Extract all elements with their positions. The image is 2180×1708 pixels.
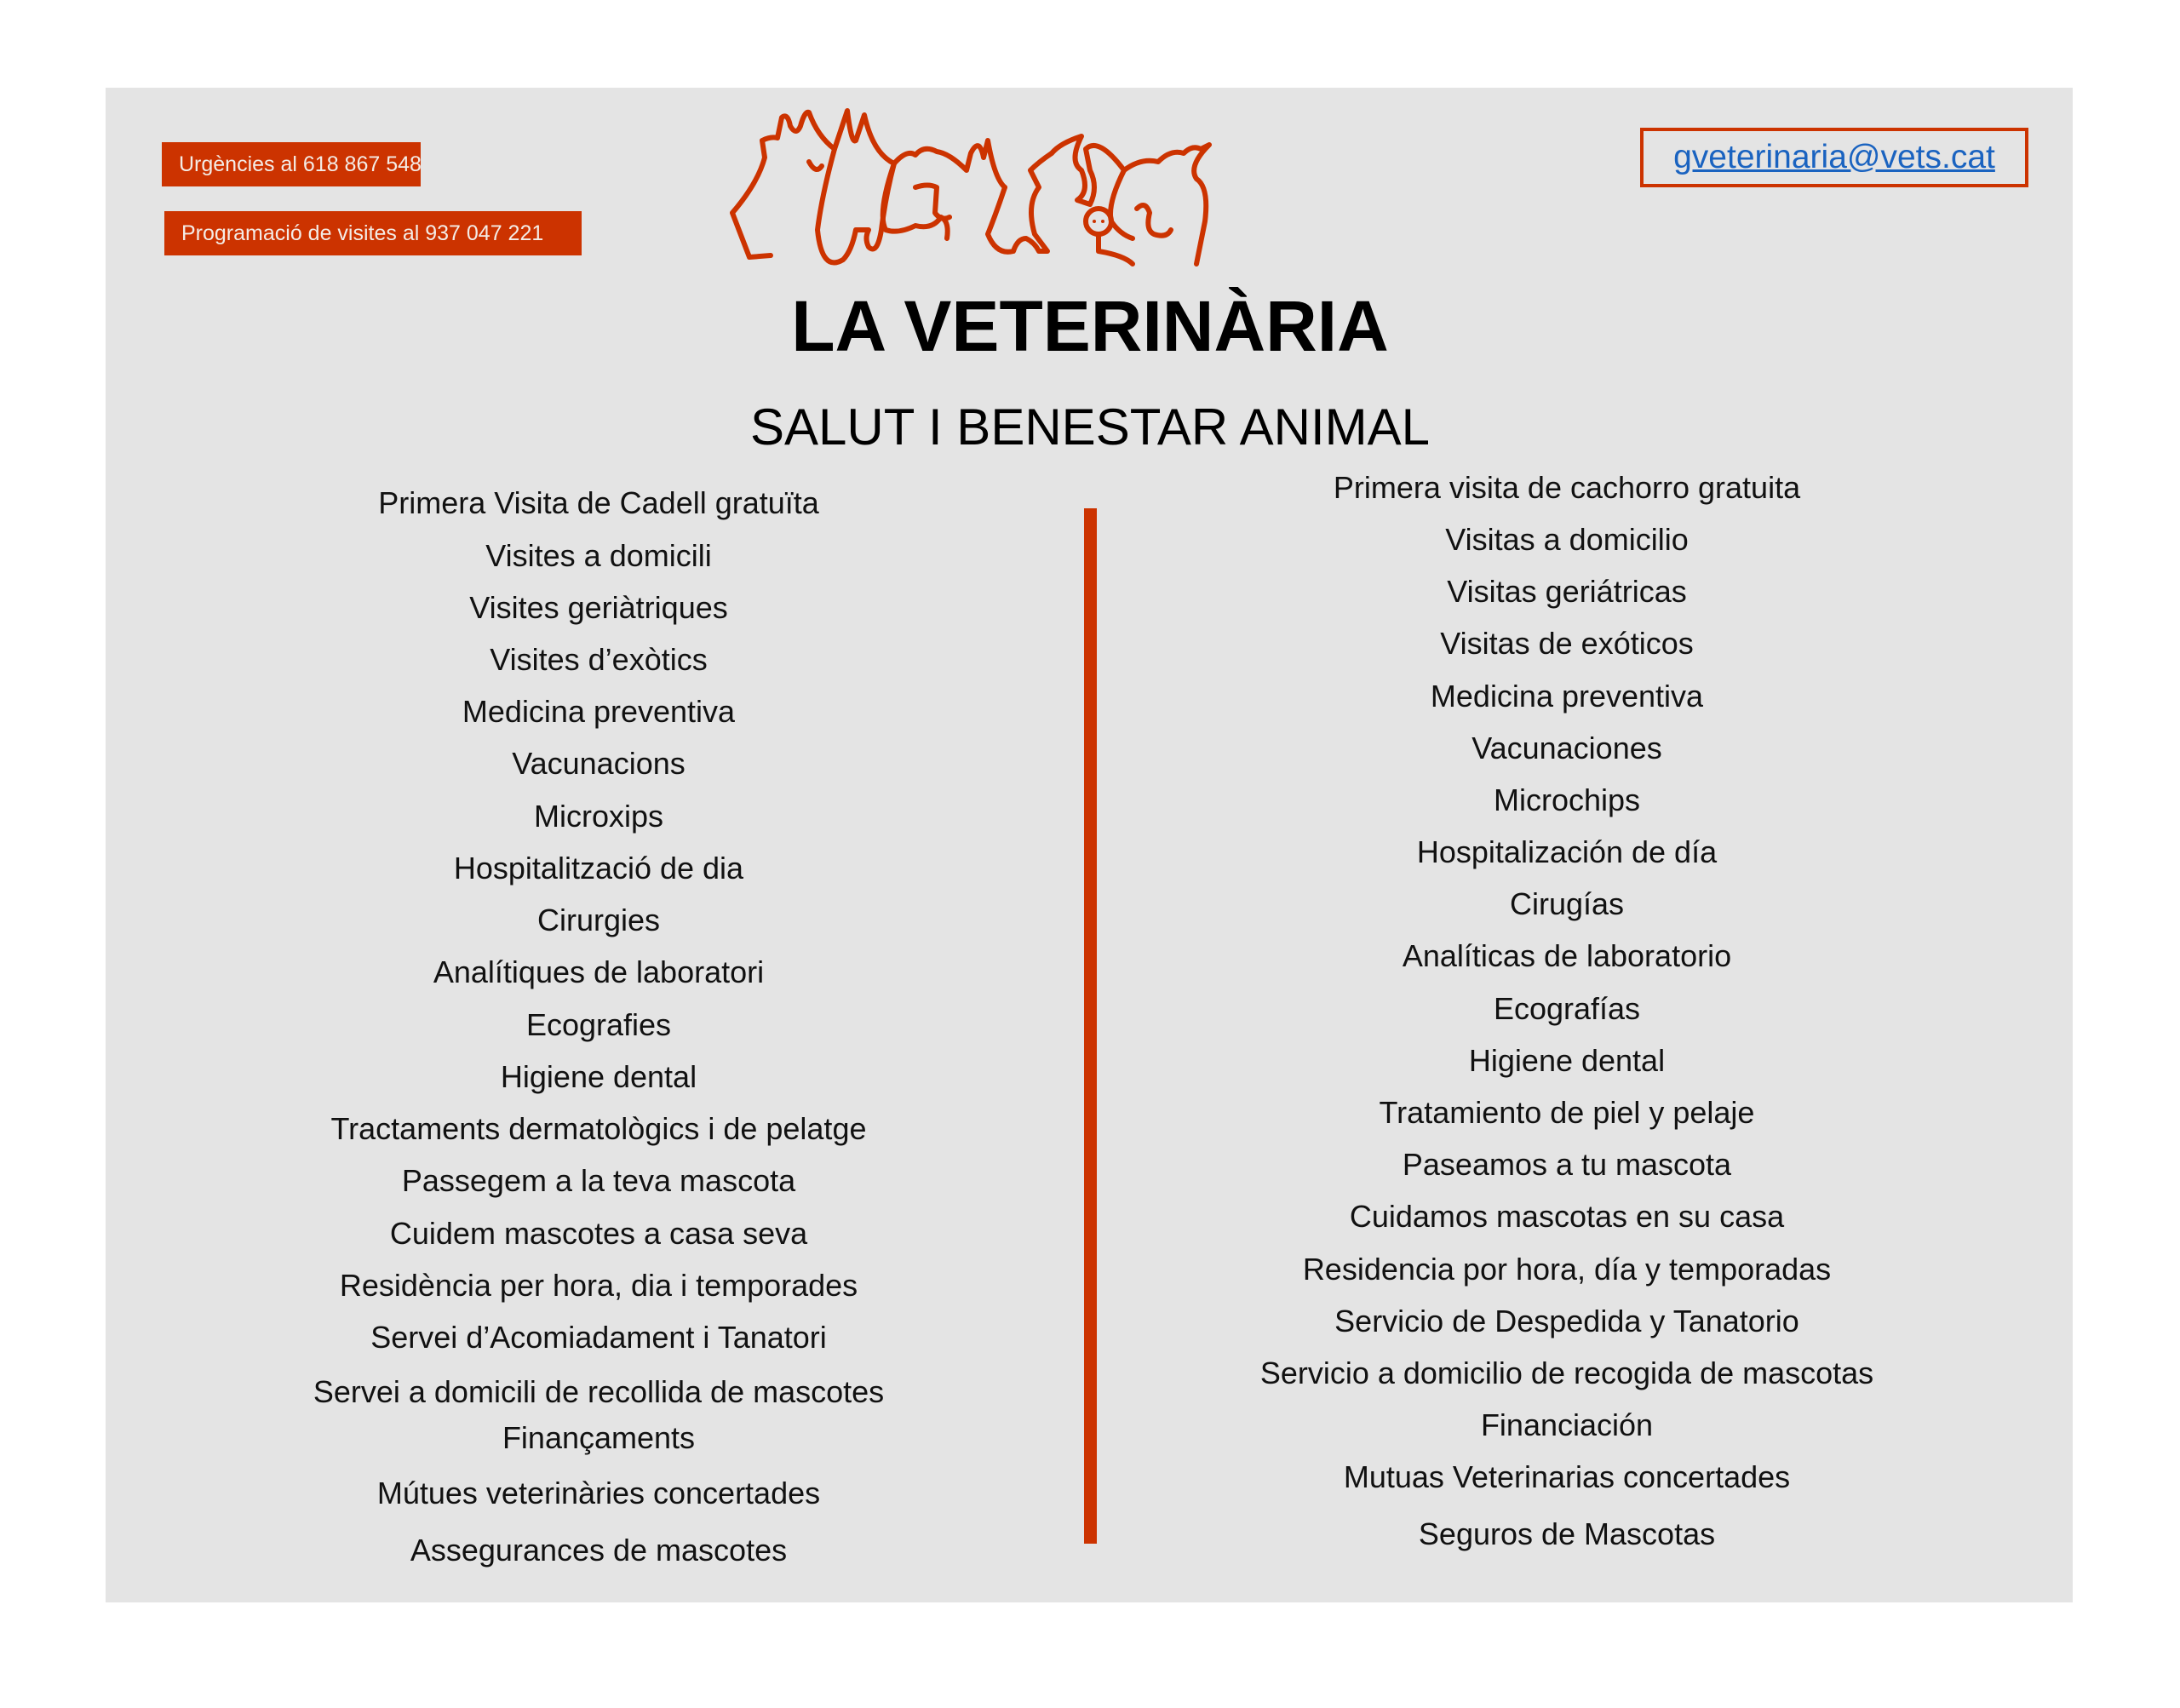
service-item-ca: Finançaments: [502, 1420, 696, 1455]
service-item-ca: Servei d’Acomiadament i Tanatori: [370, 1320, 827, 1355]
email-link[interactable]: gveterinaria@vets.cat: [1673, 139, 1995, 175]
service-item-ca: Cirurgies: [536, 903, 661, 937]
appointments-phone-badge: Programació de visites al 937 047 221: [164, 211, 582, 255]
service-item-ca: Analítiques de laboratori: [433, 954, 765, 989]
service-item-es: Servicio de Despedida y Tanatorio: [1334, 1304, 1799, 1338]
service-item-es: Tratamiento de piel y pelaje: [1379, 1095, 1755, 1130]
service-item-es: Mutuas Veterinarias concertades: [1343, 1459, 1791, 1494]
dog-outline: [894, 140, 1005, 187]
service-item-ca: Primera Visita de Cadell gratuïta: [378, 485, 819, 520]
service-item-es: Analíticas de laboratorio: [1402, 938, 1732, 973]
service-item-ca: Hospitalització de dia: [453, 851, 744, 886]
service-item-es: Microchips: [1493, 782, 1641, 817]
emergency-phone-badge: Urgències al 618 867 548: [162, 142, 421, 186]
goat-outline: [988, 153, 1052, 252]
cow-outline: [1124, 145, 1209, 264]
service-item-ca: Vacunacions: [512, 746, 686, 781]
service-item-es: Servicio a domicilio de recogida de mascotas: [1259, 1356, 1874, 1390]
service-item-ca: Mútues veterinàries concertades: [376, 1476, 821, 1510]
service-item-ca: Visites d’exòtics: [490, 642, 708, 677]
animal-heads-logo-icon: [724, 102, 1456, 272]
pig-snout: [1086, 209, 1111, 234]
service-item-es: Vacunaciones: [1472, 731, 1662, 765]
service-item-es: Residencia por hora, día y temporadas: [1302, 1252, 1832, 1287]
service-item-es: Seguros de Mascotas: [1418, 1516, 1716, 1551]
service-item-es: Visitas de exóticos: [1440, 626, 1694, 661]
service-item-ca: Passegem a la teva mascota: [401, 1163, 796, 1198]
service-item-es: Medicina preventiva: [1430, 679, 1704, 714]
service-item-es: Cirugías: [1509, 886, 1625, 921]
service-item-ca: Visites geriàtriques: [469, 590, 728, 625]
service-item-es: Visitas a domicilio: [1445, 522, 1689, 557]
column-divider: [1084, 508, 1097, 1544]
service-item-es: Visitas geriátricas: [1447, 574, 1687, 609]
service-item-ca: Cuidem mascotes a casa seva: [389, 1216, 808, 1251]
cat-eye: [809, 162, 822, 169]
page-subtitle: SALUT I BENESTAR ANIMAL: [749, 398, 1431, 456]
service-item-ca: Tractaments dermatològics i de pelatge: [330, 1111, 867, 1146]
service-item-ca: Higiene dental: [500, 1059, 697, 1094]
dog-ear: [915, 186, 949, 219]
pig-outline: [1052, 136, 1133, 238]
service-item-ca: Ecografies: [525, 1007, 672, 1042]
horse-outline: [818, 111, 894, 262]
email-box: [1640, 128, 2028, 187]
service-item-es: Hospitalización de día: [1416, 834, 1718, 869]
service-item-ca: Microxips: [533, 799, 663, 834]
service-item-ca: Medicina preventiva: [462, 694, 736, 729]
service-item-es: Higiene dental: [1468, 1043, 1666, 1078]
service-item-es: Primera visita de cachorro gratuita: [1333, 470, 1801, 505]
service-item-ca: Residència per hora, dia i temporades: [339, 1268, 858, 1303]
cow-mouth: [1137, 205, 1171, 236]
service-item-ca: Visites a domicili: [485, 538, 712, 573]
service-item-es: Ecografías: [1493, 991, 1641, 1026]
service-item-ca: Servei a domicili de recollida de mascotes: [313, 1374, 885, 1409]
service-item-es: Cuidamos mascotas en su casa: [1349, 1199, 1785, 1234]
service-item-ca: Assegurances de mascotes: [410, 1533, 788, 1568]
service-item-es: Paseamos a tu mascota: [1402, 1147, 1732, 1182]
service-item-es: Financiación: [1480, 1407, 1654, 1442]
page-title: LA VETERINÀRIA: [791, 286, 1389, 366]
